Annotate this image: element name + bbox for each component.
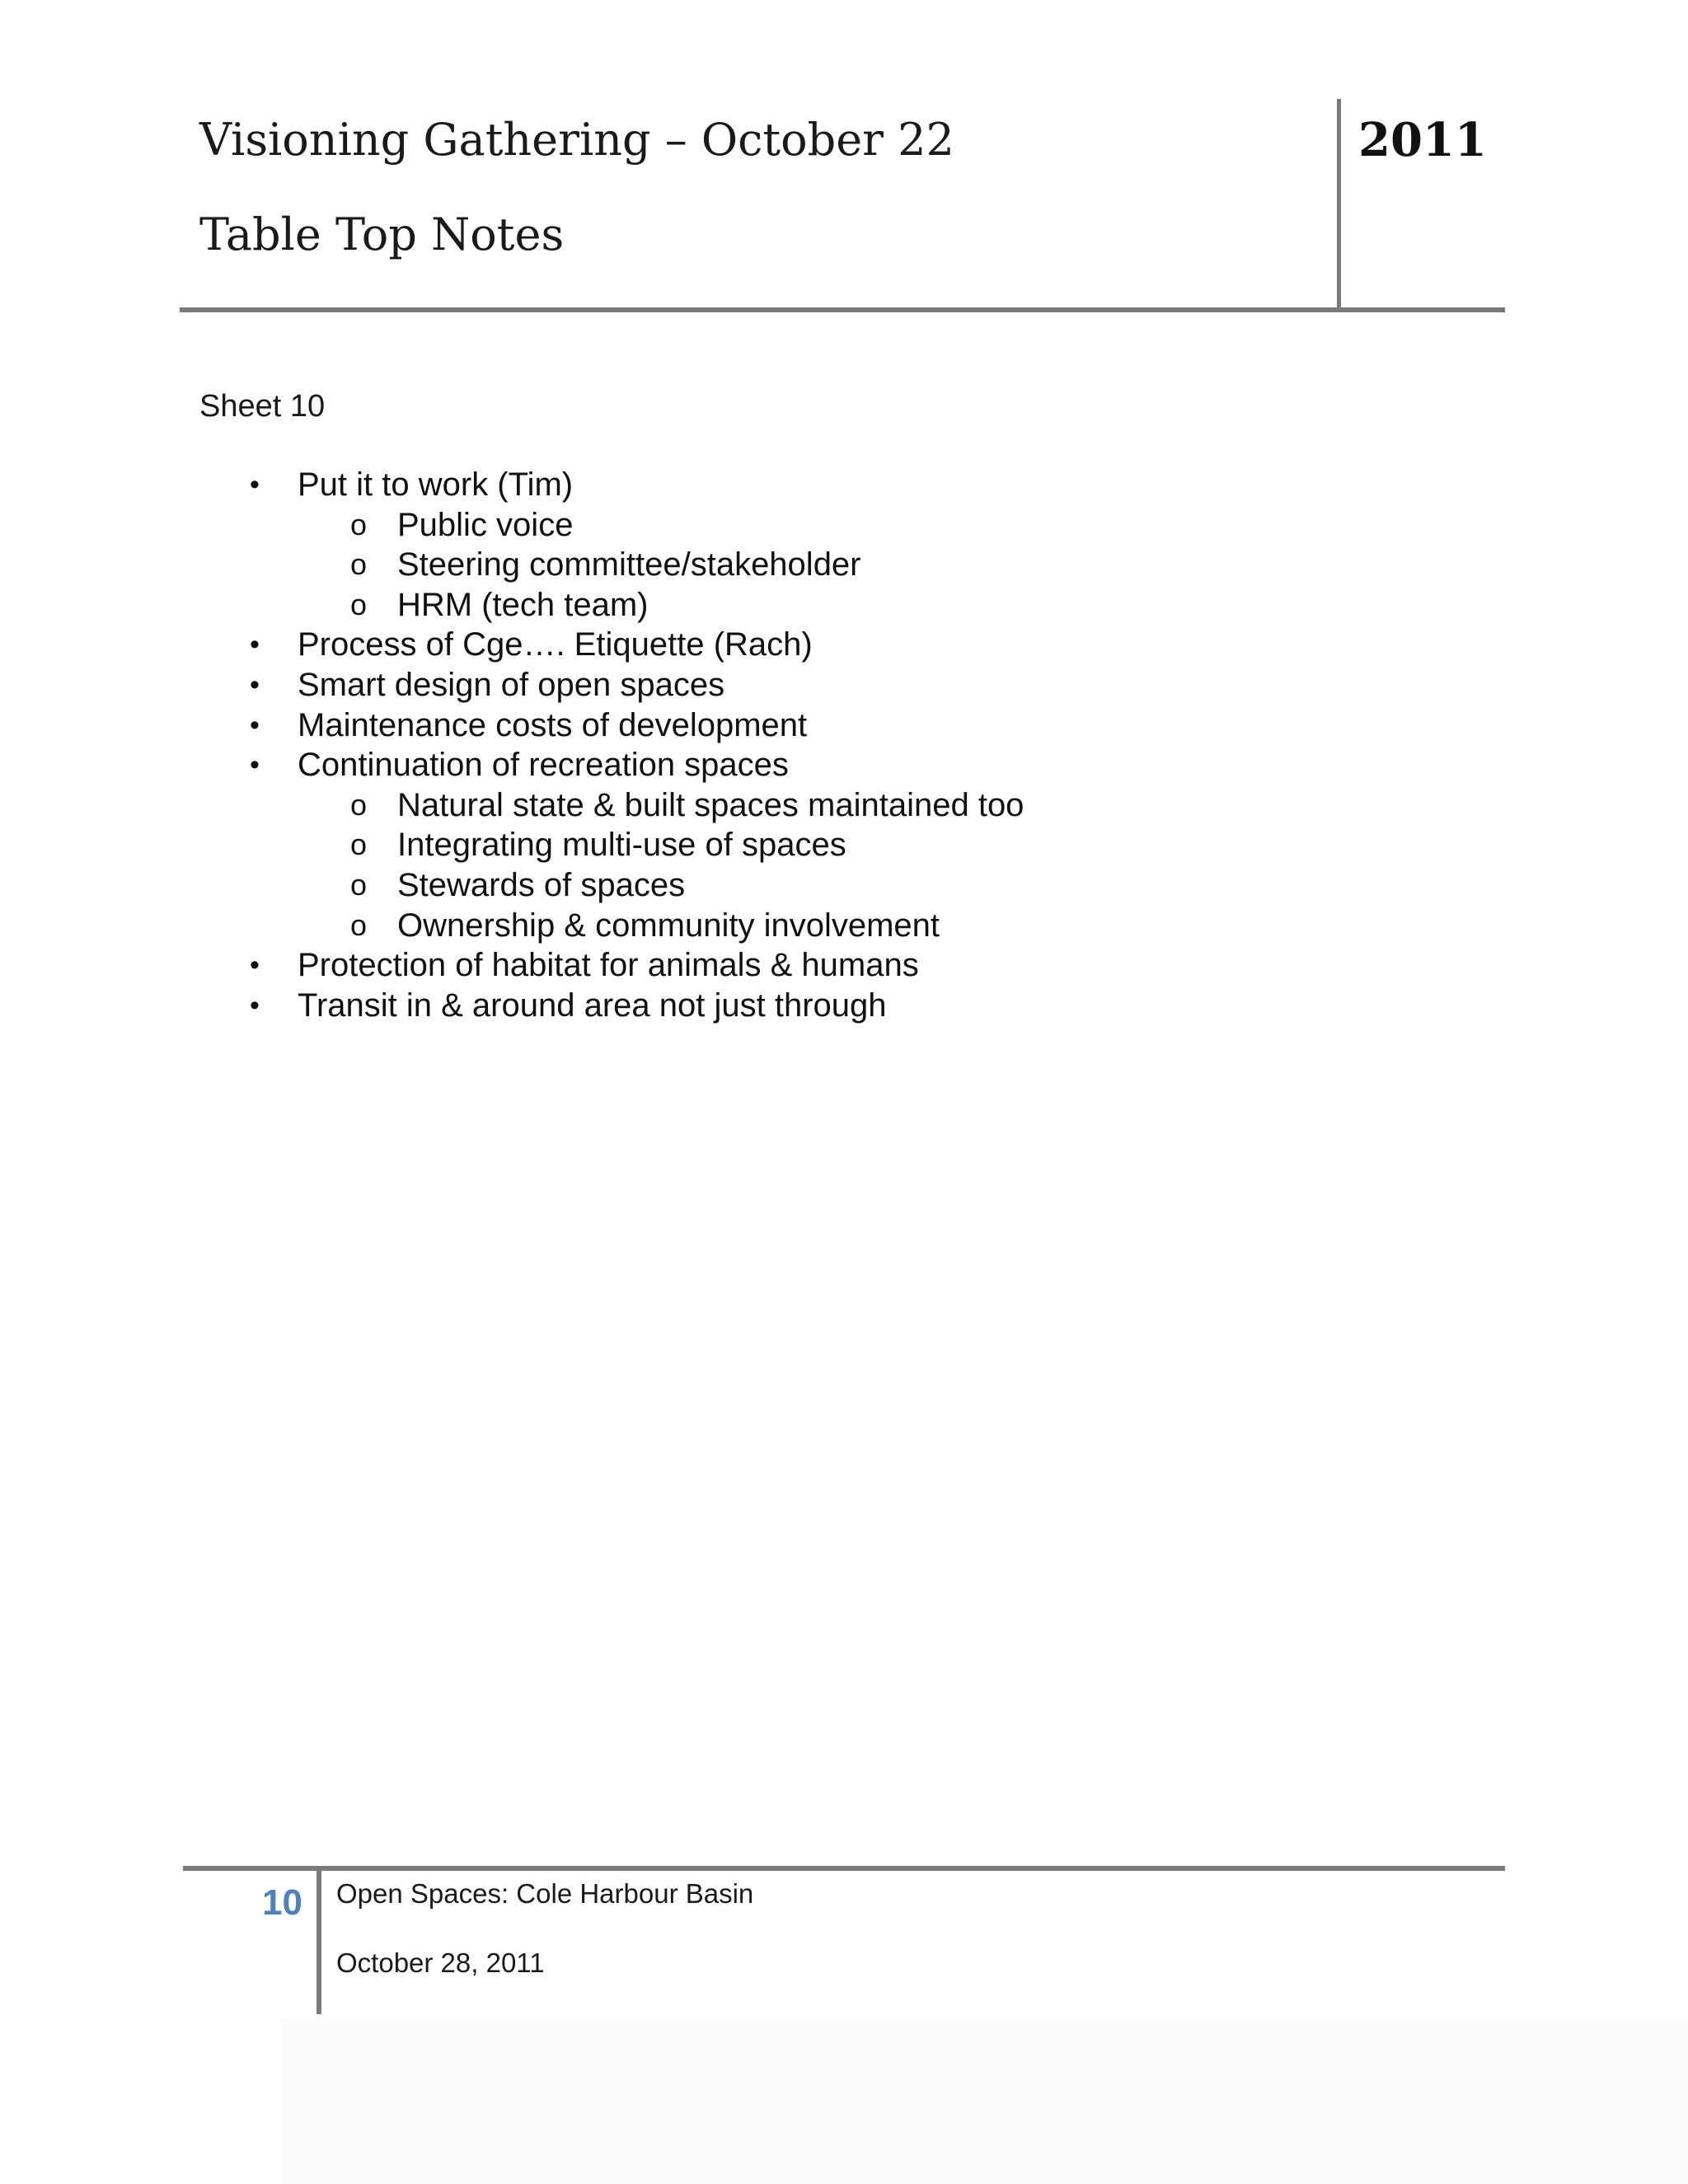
bullet-item [0,705,1688,746]
bullet-dot-icon: • [250,949,260,982]
bullet-text: Put it to work (Tim) [298,466,574,503]
bullet-text: Protection of habitat for animals & humans [298,947,919,984]
footer-date: October 28, 2011 [336,1947,545,1978]
bullet-item [0,665,1688,705]
sub-bullet-item [0,785,1688,826]
sub-bullet-item [0,865,1688,906]
bullet-text: Process of Cge…. Etiquette (Rach) [298,626,813,663]
bullet-circle-icon: o [349,907,368,942]
bullet-circle-icon: o [349,507,368,541]
sub-bullet-item [0,585,1688,626]
document-title: Visioning Gathering – October 22 [199,114,954,166]
bullet-item [0,945,1688,986]
sub-bullet-item [0,545,1688,585]
notes-list [0,465,1688,1025]
document-year: 2011 [1358,113,1487,167]
sub-bullet-item [0,906,1688,946]
bullet-circle-icon: o [349,547,368,582]
page-bottom-shade [280,2019,1688,2184]
bullet-item [0,465,1688,505]
document-subtitle: Table Top Notes [199,209,565,260]
bullet-text: Steering committee/stakeholder [397,546,861,583]
bullet-text: Ownership & community involvement [397,907,940,944]
bullet-text: Transit in & around area not just through [298,987,887,1024]
bullet-dot-icon: • [250,469,260,500]
sub-bullet-item [0,505,1688,546]
footer-horizontal-divider [183,1866,1505,1871]
bullet-dot-icon: • [250,629,260,661]
bullet-text: Integrating multi-use of spaces [397,827,846,864]
bullet-dot-icon: • [250,749,260,781]
bullet-dot-icon: • [250,668,260,701]
sheet-label: Sheet 10 [199,389,326,424]
bullet-text: Natural state & built spaces maintained too [397,786,1025,823]
bullet-text: Smart design of open spaces [298,666,725,703]
bullet-text: Stewards of spaces [397,866,686,903]
header-vertical-divider [1337,99,1341,312]
footer-document-name: Open Spaces: Cole Harbour Basin [336,1878,754,1909]
bullet-text: Public voice [397,506,574,543]
header-horizontal-divider [180,307,1505,312]
bullet-item [0,745,1688,785]
bullet-item [0,986,1688,1026]
footer-vertical-divider [316,1866,321,2014]
bullet-circle-icon: o [349,587,368,621]
bullet-text: HRM (tech team) [397,586,649,623]
bullet-text: Maintenance costs of development [298,706,808,743]
bullet-circle-icon: o [349,787,368,822]
bullet-circle-icon: o [349,867,368,902]
bullet-text: Continuation of recreation spaces [298,747,789,784]
bullet-item [0,625,1688,665]
sub-bullet-item [0,825,1688,865]
page-number: 10 [262,1882,302,1923]
bullet-circle-icon: o [349,827,368,862]
bullet-dot-icon: • [250,989,260,1021]
bullet-dot-icon: • [250,709,260,741]
